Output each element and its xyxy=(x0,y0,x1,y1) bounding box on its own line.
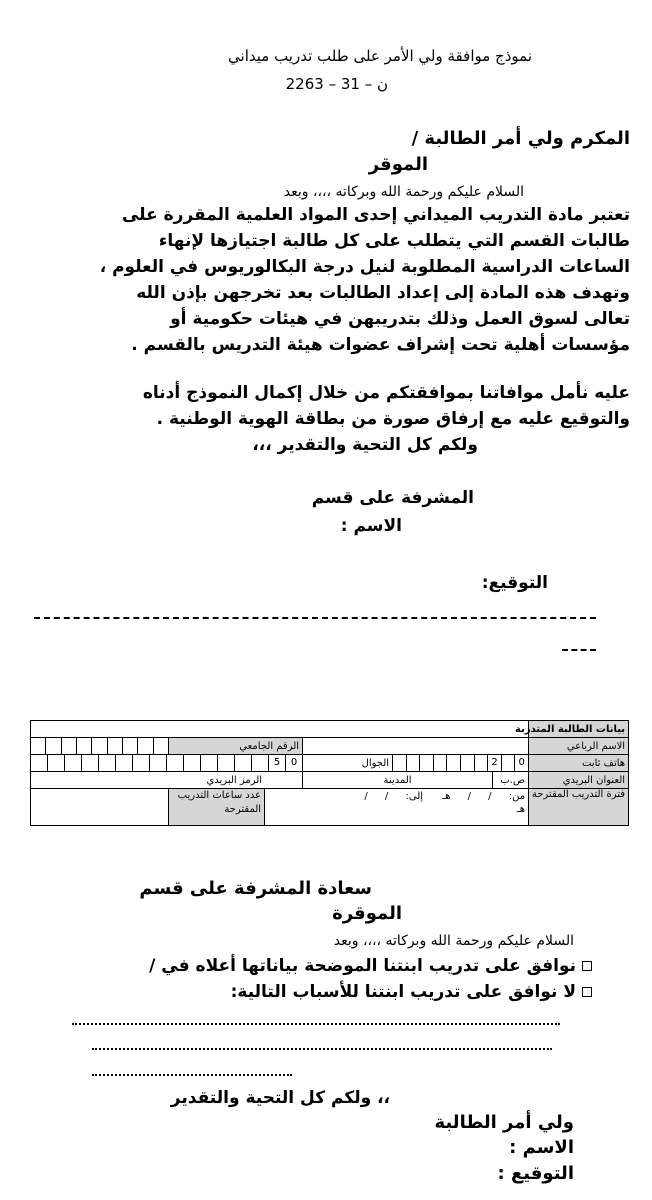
heading-blank xyxy=(31,721,529,738)
mobile-digit-1: 0 xyxy=(518,757,525,768)
guardian-name-label: الاسم : xyxy=(509,1137,574,1158)
guardian-title: ولي أمر الطالبة xyxy=(434,1112,574,1133)
postal-address-label: العنوان البريدي xyxy=(529,772,629,789)
university-id-field[interactable] xyxy=(31,738,169,755)
body-line-2: طالبات القسم التي يتطلب على كل طالبة اجتيازها لإنهاء xyxy=(158,231,630,251)
full-name-field[interactable] xyxy=(303,738,529,755)
reply-honorific: الموقرة xyxy=(332,903,402,924)
university-id-label: الرقم الجامعي xyxy=(239,740,300,752)
cut-line xyxy=(34,617,596,619)
po-box-label[interactable]: ص.ب xyxy=(493,772,529,789)
university-id-cell xyxy=(169,738,303,755)
disagree-checkbox[interactable] xyxy=(582,987,592,997)
to-label: إلى: xyxy=(405,791,424,802)
from-label: من: xyxy=(508,791,526,802)
full-name-label: الاسم الرباعي xyxy=(529,738,629,755)
landline-label: هاتف ثابت xyxy=(529,755,629,772)
student-data-heading: بيانات الطالبة المتدربة xyxy=(529,721,629,738)
mobile-label: الجوال xyxy=(303,755,393,772)
form-title: نموذج موافقة ولي الأمر على طلب تدريب ميداني xyxy=(228,47,532,65)
body-line-5: تعالى لسوق العمل وذلك بتدريبهن في هيئات حكومية أو xyxy=(170,309,630,329)
reply-addressee: سعادة المشرفة على قسم xyxy=(139,878,372,899)
supervisor-title: المشرفة على قسم xyxy=(311,488,474,508)
reason-line-1[interactable] xyxy=(72,1023,560,1025)
training-period-field[interactable]: من: / / هـ إلى: / / هـ xyxy=(265,789,529,826)
training-hours-field[interactable] xyxy=(31,789,169,826)
letter-honorific: الموقر xyxy=(368,154,428,175)
mobile-digit-2: 2 xyxy=(488,755,502,771)
request-line-1: عليه نأمل موافاتنا بموافقتكم من خلال إكمال النموذج أدناه xyxy=(142,383,630,403)
city-label[interactable]: المدينة xyxy=(303,772,493,789)
body-line-6: مؤسسات أهلية تحت إشراف عضوات هيئة التدريس بالقسم . xyxy=(131,335,630,355)
letter-addressee: المكرم ولي أمر الطالبة / xyxy=(411,128,630,149)
supervisor-signature-label: التوقيع: xyxy=(481,573,548,593)
agree-option[interactable]: نوافق على تدريب ابنتنا الموضحة بياناتها أعلاه في / xyxy=(149,956,592,976)
guardian-signature-label: التوقيع : xyxy=(497,1163,574,1184)
supervisor-name-label: الاسم : xyxy=(340,516,402,536)
reason-line-3[interactable] xyxy=(92,1074,292,1076)
reply-closing: ،، ولكم كل التحية والتقدير xyxy=(170,1088,390,1108)
form-number: 2263 – 31 – ن xyxy=(285,75,388,93)
body-line-1: تعتبر مادة التدريب الميداني إحدى المواد العلمية المقررة على xyxy=(121,205,630,225)
agree-checkbox[interactable] xyxy=(582,961,592,971)
landline-digit-1: 0 xyxy=(290,757,298,768)
mobile-field[interactable] xyxy=(393,755,529,772)
landline-digit-2: 5 xyxy=(269,755,286,771)
landline-field[interactable] xyxy=(31,755,303,772)
postal-code-label[interactable]: الرمز البريدي xyxy=(31,772,303,789)
body-line-3: الساعات الدراسية المطلوبة لنيل درجة البكالوريوس في العلوم ، xyxy=(99,257,630,277)
student-data-table xyxy=(30,720,629,826)
request-line-2: والتوقيع عليه مع إرفاق صورة من بطاقة الهوية الوطنية . xyxy=(156,409,630,429)
body-line-4: وتهدف هذه المادة إلى إعداد الطالبات بعد تخرجهن بإذن الله xyxy=(136,283,630,303)
letter-closing: ولكم كل التحية والتقدير ،،، xyxy=(252,435,478,455)
reply-greeting: السلام عليكم ورحمة الله وبركاته ،،،، وبعد xyxy=(333,933,574,949)
letter-greeting: السلام عليكم ورحمة الله وبركاته ،،،، وبعد xyxy=(283,184,524,200)
training-hours-label: عدد ساعات التدريب المقترحة xyxy=(169,789,265,826)
cut-line-end xyxy=(562,649,596,651)
training-period-label: فترة التدريب المقترحة xyxy=(529,789,629,826)
reason-line-2[interactable] xyxy=(92,1048,552,1050)
disagree-option[interactable]: لا نوافق على تدريب ابنتنا للأسباب التالية: xyxy=(231,982,592,1002)
